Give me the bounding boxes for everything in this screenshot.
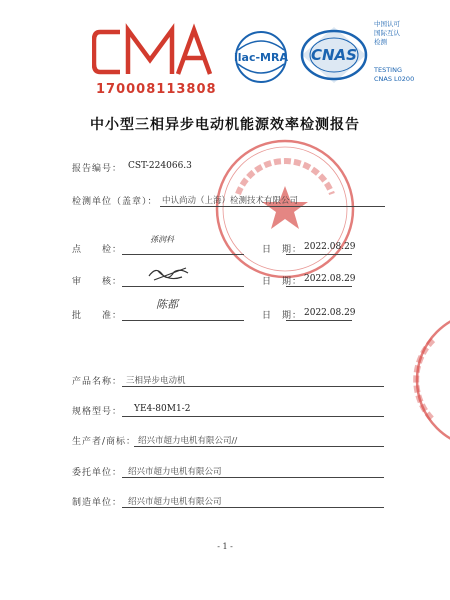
model-label: 规格型号： — [72, 407, 123, 417]
model-underline — [122, 416, 384, 417]
cnas-cn-line: 中国认可 — [374, 20, 400, 28]
page-edge-seal-stamp — [405, 300, 450, 460]
svg-text:CNAS: CNAS — [311, 46, 357, 64]
product-name-label: 产品名称： — [72, 377, 123, 387]
approve-date-value: 2022.08.29 — [304, 308, 356, 318]
client-underline — [122, 477, 384, 478]
cma-logo — [92, 22, 216, 82]
cnas-en-line: CNAS L0200 — [374, 75, 415, 83]
approve-underline — [122, 320, 244, 321]
cma-certificate-code: 170008113808 — [96, 82, 217, 97]
official-seal-stamp — [210, 134, 360, 284]
cnas-chinese-caption — [374, 20, 400, 47]
producer-underline — [134, 446, 384, 447]
cnas-en-line: TESTING — [374, 66, 402, 74]
report-number-value: CST-224066.3 — [128, 161, 192, 171]
producer-label: 生产者/商标： — [72, 437, 137, 447]
svg-text:ilac-MRA: ilac-MRA — [234, 51, 288, 64]
ilac-mra-logo — [228, 30, 294, 84]
client-label: 委托单位： — [72, 468, 123, 478]
model-value: YE4-80M1-2 — [134, 404, 191, 414]
check-label: 点 检： — [72, 245, 123, 255]
approve-date-underline — [286, 320, 352, 321]
test-unit-label: 检测单位（盖章）： — [72, 197, 158, 207]
approve-label: 批 准： — [72, 311, 123, 321]
review-underline — [122, 286, 244, 287]
client-value: 绍兴市超力电机有限公司 — [128, 467, 222, 477]
review-date-underline — [286, 286, 352, 287]
manufacturer-label: 制造单位： — [72, 498, 123, 508]
check-underline — [122, 254, 244, 255]
review-date-label: 日 期： — [262, 277, 303, 287]
check-date-value: 2022.08.29 — [304, 242, 356, 252]
report-number-label: 报告编号： — [72, 164, 123, 174]
test-unit-value: 中认尚动（上海）检测技术有限公司 — [162, 196, 299, 206]
check-date-underline — [286, 254, 352, 255]
cnas-english-caption — [374, 66, 414, 84]
check-signature: 孫润科 — [150, 235, 174, 244]
review-signature — [146, 262, 192, 284]
manufacturer-value: 绍兴市超力电机有限公司 — [128, 497, 222, 507]
report-title: 中小型三相异步电动机能源效率检测报告 — [90, 117, 360, 133]
page-number: - 1 - — [217, 542, 233, 551]
review-label: 审 核： — [72, 277, 123, 287]
manufacturer-underline — [122, 507, 384, 508]
product-name-underline — [122, 386, 384, 387]
approve-date-label: 日 期： — [262, 311, 303, 321]
producer-value: 绍兴市超力电机有限公司// — [138, 436, 238, 446]
cnas-logo — [298, 24, 370, 86]
check-date-label: 日 期： — [262, 245, 303, 255]
review-date-value: 2022.08.29 — [304, 274, 356, 284]
test-unit-underline — [160, 206, 385, 207]
cnas-cn-line: 检测 — [374, 38, 387, 46]
product-name-value: 三相异步电动机 — [126, 376, 186, 386]
cnas-cn-line: 国际互认 — [374, 29, 400, 37]
approve-signature: 陈都 — [156, 298, 178, 311]
